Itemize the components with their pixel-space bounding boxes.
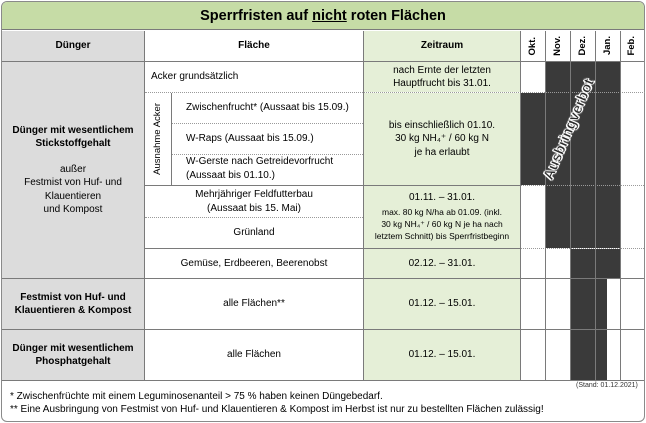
group-phosphat-line1: Dünger mit wesentlichem bbox=[12, 342, 134, 354]
group-phosphat bbox=[2, 330, 144, 380]
group-stickstoff-line1: Dünger mit wesentlichem bbox=[12, 124, 134, 136]
grid-line-dotted bbox=[521, 248, 644, 249]
grid-line bbox=[145, 185, 521, 186]
grid-line-dotted bbox=[521, 185, 644, 186]
period-festmist: 01.12. – 15.01. bbox=[364, 279, 520, 329]
group-phosphat-line2: Phosphatgehalt bbox=[35, 356, 111, 367]
grid-line bbox=[2, 278, 644, 279]
period-gruen-line2: max. 80 kg N/ha ab 01.09. (inkl. bbox=[381, 206, 502, 217]
period-ausnahme-line1: bis einschließlich 01.10. bbox=[388, 119, 496, 131]
grid-line bbox=[171, 93, 172, 185]
grid-line bbox=[2, 61, 644, 62]
group-stickstoff bbox=[2, 62, 144, 278]
group-stickstoff-line6: und Kompost bbox=[43, 204, 103, 215]
footnote-1: * Zwischenfrüchte mit einem Leguminosenanteil > 75 % haben keinen Düngebedarf. bbox=[10, 391, 383, 402]
period-ausnahme bbox=[364, 93, 520, 185]
area-ausnahme-label: Ausnahme Acker bbox=[151, 103, 163, 175]
area-wgerste bbox=[172, 155, 363, 185]
grid-line bbox=[620, 31, 621, 380]
period-acker-line2: Hauptfrucht bis 31.01. bbox=[393, 78, 491, 89]
footnote-2: ** Eine Ausbringung von Festmist von Huf- und Klauentieren & Kompost im Herbst ist nur zu bestellten Flächen zulässig! bbox=[10, 404, 544, 415]
group-stickstoff-line2: Stickstoffgehalt bbox=[35, 138, 111, 149]
period-gruen-line3: 30 kg NH₄⁺ / 60 kg N je ha nach bbox=[381, 219, 503, 230]
grid-line bbox=[2, 380, 644, 381]
stand-date: (Stand: 01.12.2021) bbox=[576, 382, 638, 389]
period-acker-line1: nach Ernte der letzten bbox=[393, 64, 491, 76]
area-wgerste-line2: (Aussaat bis 01.10.) bbox=[186, 169, 275, 181]
blocked-phosphat bbox=[571, 330, 607, 380]
group-stickstoff-line5: Klauentieren bbox=[44, 190, 102, 202]
period-ausnahme-line3: je ha erlaubt bbox=[414, 146, 470, 158]
title-prefix: Sperrfristen auf bbox=[200, 7, 309, 24]
grid-line bbox=[145, 248, 521, 249]
page-title bbox=[2, 2, 644, 30]
grid-line bbox=[363, 31, 364, 380]
area-feldfutter-line1: Mehrjähriger Feldfutterbau bbox=[195, 189, 313, 200]
group-stickstoff-line4: Festmist von Huf- und bbox=[24, 177, 122, 188]
area-alle-flaechen-star: alle Flächen** bbox=[223, 298, 285, 310]
title-suffix: roten Flächen bbox=[350, 7, 446, 24]
period-gemuese: 02.12. – 31.01. bbox=[364, 249, 520, 278]
grid-line-dotted bbox=[172, 123, 363, 124]
area-gruenland: Grünland bbox=[233, 227, 275, 239]
header-flaeche: Fläche bbox=[145, 31, 363, 61]
area-zwischenfrucht: Zwischenfrucht* (Aussaat bis 15.09.) bbox=[186, 102, 349, 114]
grid-line-dotted bbox=[172, 154, 363, 155]
area-acker: Acker grundsätzlich bbox=[151, 71, 239, 83]
month-nov: Nov. bbox=[551, 36, 563, 56]
period-acker bbox=[364, 62, 520, 92]
period-gruen-line4: letztem Schnitt) bis Sperrfristbeginn bbox=[374, 231, 510, 242]
group-festmist bbox=[2, 279, 144, 329]
group-festmist-line2: Klauentieren & Kompost bbox=[14, 305, 132, 316]
grid-line-dotted bbox=[145, 217, 363, 218]
period-phosphat: 01.12. – 15.01. bbox=[364, 330, 520, 380]
period-gruen-line1: 01.11. – 31.01. bbox=[409, 192, 475, 204]
grid-line bbox=[2, 329, 644, 330]
area-wgerste-line1: W-Gerste nach Getreidevorfrucht bbox=[186, 156, 334, 167]
month-dec: Dez. bbox=[576, 36, 588, 56]
grid-line bbox=[144, 31, 145, 380]
area-feldfutter bbox=[145, 186, 363, 217]
area-alle-flaechen: alle Flächen bbox=[227, 349, 281, 361]
ausbringverbot-label: Ausbringverbot bbox=[540, 76, 598, 183]
month-jan: Jan. bbox=[601, 36, 613, 56]
period-ausnahme-line2: 30 kg NH₄⁺ / 60 kg N bbox=[395, 133, 489, 145]
header-duenger: Dünger bbox=[2, 31, 144, 61]
group-stickstoff-line3: außer bbox=[59, 163, 87, 175]
area-feldfutter-line2: (Aussaat bis 15. Mai) bbox=[207, 202, 301, 214]
title-underlined: nicht bbox=[312, 7, 347, 24]
month-oct: Okt. bbox=[526, 36, 538, 56]
area-wraps: W-Raps (Aussaat bis 15.09.) bbox=[186, 133, 314, 145]
blocked-festmist bbox=[571, 279, 607, 329]
header-zeitraum: Zeitraum bbox=[364, 31, 520, 61]
month-feb: Feb. bbox=[625, 36, 637, 56]
group-festmist-line1: Festmist von Huf- und bbox=[20, 291, 126, 303]
area-gemuese: Gemüse, Erdbeeren, Beerenobst bbox=[180, 257, 328, 269]
period-gruen bbox=[364, 186, 520, 248]
